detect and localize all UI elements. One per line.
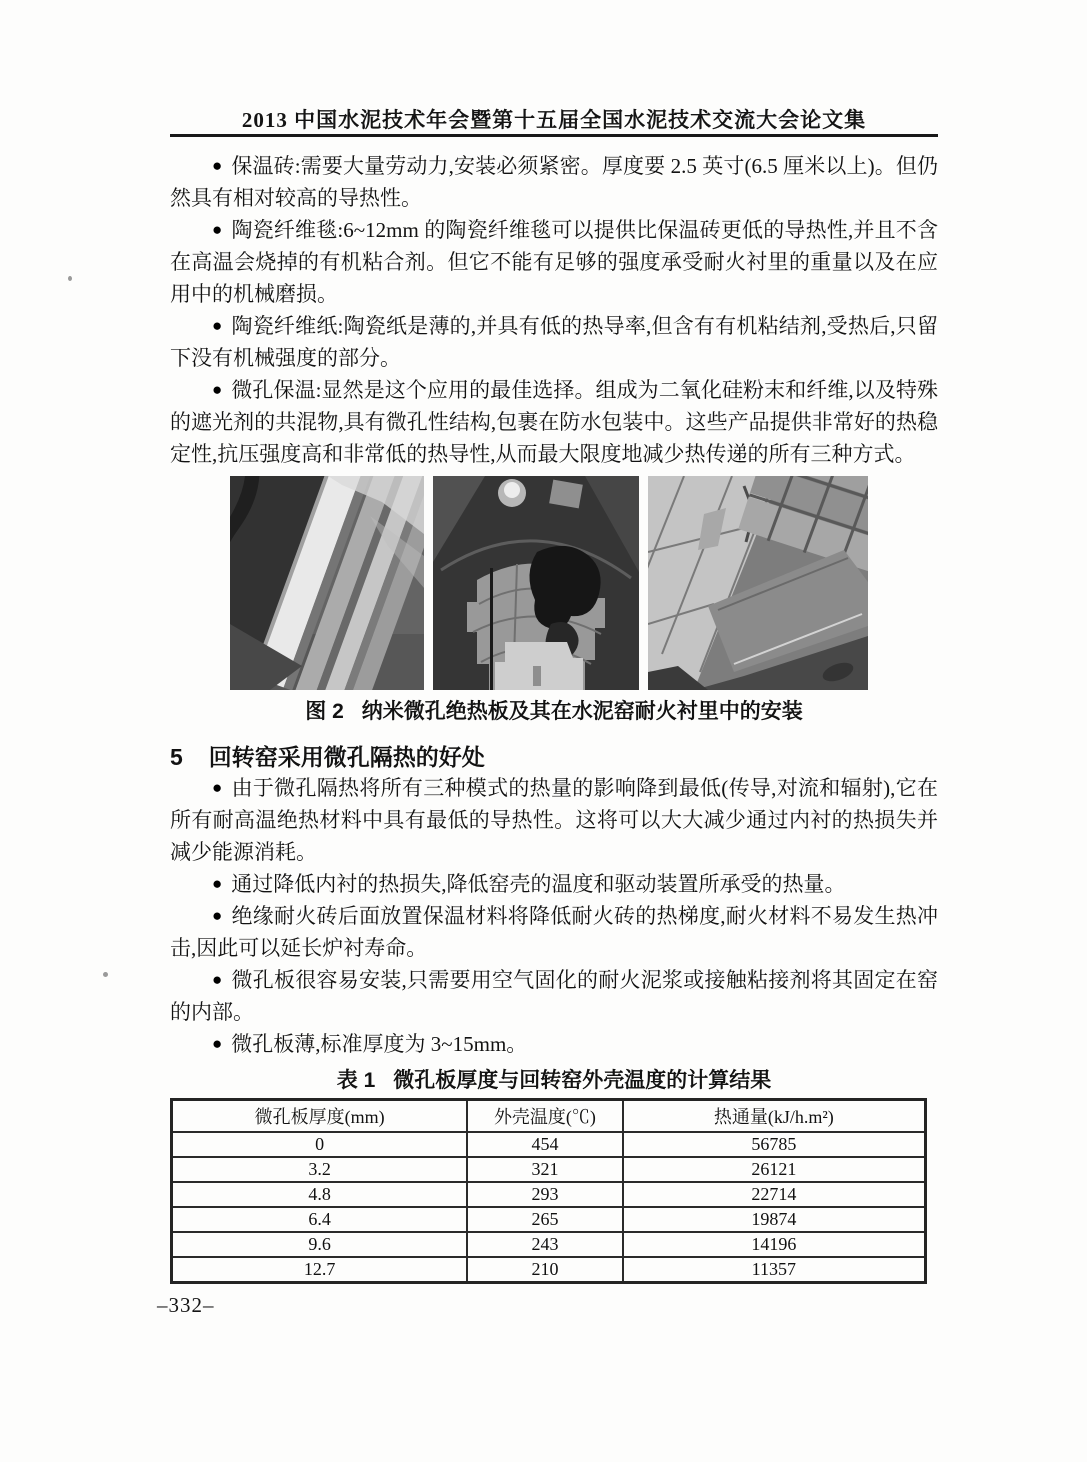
body-column	[170, 150, 938, 1284]
paragraph-benefit-thermal-gradient	[170, 900, 938, 964]
table-cell: 4.8	[172, 1182, 468, 1207]
figure2-photos	[230, 476, 869, 690]
paragraph-insulating-brick	[170, 150, 938, 214]
paragraph-benefit-conductivity	[170, 772, 938, 868]
table-cell: 14196	[623, 1232, 926, 1257]
figure2-photo-insulation-boards	[230, 476, 424, 690]
table-cell: 321	[467, 1157, 622, 1182]
section5-title: 回转窑采用微孔隔热的好处	[208, 744, 485, 770]
paragraph-ceramic-fiber-blanket	[170, 214, 938, 310]
bullet-icon: ●	[212, 316, 223, 335]
table-cell: 243	[467, 1232, 622, 1257]
paragraph-benefit-thin-board	[170, 1028, 938, 1060]
table1-label: 表 1	[336, 1069, 376, 1092]
figure2-caption	[170, 698, 938, 726]
table-cell: 454	[467, 1132, 622, 1157]
figure2-label: 图 2	[305, 700, 344, 723]
section5-number: 5	[170, 744, 183, 770]
paragraph-text: 保温砖:需要大量劳动力,安装必须紧密。厚度要 2.5 英寸(6.5 厘米以上)。但仍然具有相对较高的导热性。	[170, 154, 938, 210]
table-row	[172, 1157, 926, 1182]
table-cell: 265	[467, 1207, 622, 1232]
table-cell: 22714	[623, 1182, 926, 1207]
table-row	[172, 1232, 926, 1257]
bullet-icon: ●	[212, 906, 223, 925]
figure2-caption-text: 纳米微孔绝热板及其在水泥窑耐火衬里中的安装	[361, 700, 803, 723]
paragraph-text: 微孔板薄,标准厚度为 3~15mm。	[231, 1032, 528, 1056]
paragraph-text: 由于微孔隔热将所有三种模式的热量的影响降到最低(传导,对流和辐射),它在所有耐高温绝热材料中具有最低的导热性。这将可以大大减少通过内衬的热损失并减少能源消耗。	[170, 776, 938, 864]
table-cell: 26121	[623, 1157, 926, 1182]
table-cell: 6.4	[172, 1207, 468, 1232]
paragraph-ceramic-fiber-paper	[170, 310, 938, 374]
section5-heading	[170, 742, 938, 772]
table-row	[172, 1182, 926, 1207]
paragraph-benefit-easy-install	[170, 964, 938, 1028]
table1-title	[170, 1068, 938, 1094]
paragraph-benefit-shell-temperature	[170, 868, 938, 900]
scan-artifact-dot	[68, 276, 72, 281]
table-row	[172, 1257, 926, 1283]
page-header-title: 2013 中国水泥技术年会暨第十五届全国水泥技术交流大会论文集	[241, 108, 867, 132]
bullet-icon: ●	[212, 156, 223, 175]
table-cell: 11357	[623, 1257, 926, 1283]
figure2-photo-brick-lining	[648, 476, 868, 690]
table-cell: 293	[467, 1182, 622, 1207]
bullet-icon: ●	[212, 970, 223, 989]
table-cell: 210	[467, 1257, 622, 1283]
table1-calculation-results	[170, 1098, 927, 1284]
table-cell: 0	[172, 1132, 468, 1157]
table-row	[172, 1132, 926, 1157]
paragraph-text: 陶瓷纤维纸:陶瓷纸是薄的,并具有低的热导率,但含有有机粘结剂,受热后,只留下没有机械强度的部分。	[170, 314, 938, 370]
table-cell: 56785	[623, 1132, 926, 1157]
paragraph-text: 通过降低内衬的热损失,降低窑壳的温度和驱动装置所承受的热量。	[231, 872, 846, 896]
scan-artifact-dot	[103, 972, 108, 977]
table-cell: 12.7	[172, 1257, 468, 1283]
table-cell: 9.6	[172, 1232, 468, 1257]
bullet-icon: ●	[212, 778, 223, 797]
table-cell: 3.2	[172, 1157, 468, 1182]
paragraph-text: 微孔保温:显然是这个应用的最佳选择。组成为二氧化硅粉末和纤维,以及特殊的遮光剂的共混物,具有微孔性结构,包裹在防水包装中。这些产品提供非常好的热稳定性,抗压强度高和非常低的热导性,从而最大限度地减少热传递的所有三种方式。	[170, 378, 938, 466]
column-header-board-thickness: 微孔板厚度(mm)	[172, 1100, 468, 1133]
paragraph-text: 绝缘耐火砖后面放置保温材料将降低耐火砖的热梯度,耐火材料不易发生热冲击,因此可以延长炉衬寿命。	[170, 904, 938, 960]
table1-title-text: 微孔板厚度与回转窑外壳温度的计算结果	[393, 1069, 772, 1092]
page-number: –332–	[157, 1293, 215, 1317]
paragraph-text: 陶瓷纤维毯:6~12mm 的陶瓷纤维毯可以提供比保温砖更低的导热性,并且不含在高温会烧掉的有机粘合剂。但它不能有足够的强度承受耐火衬里的重量以及在应用中的机械磨损。	[170, 218, 938, 306]
figure2-photo-kiln-interior-installation	[433, 476, 639, 690]
paragraph-text: 微孔板很容易安装,只需要用空气固化的耐火泥浆或接触粘接剂将其固定在窑的内部。	[170, 968, 938, 1024]
bullet-icon: ●	[212, 1034, 223, 1053]
bullet-icon: ●	[212, 220, 223, 239]
column-header-heat-flux: 热通量(kJ/h.m²)	[623, 1100, 926, 1133]
table-cell: 19874	[623, 1207, 926, 1232]
table-header-row	[172, 1100, 926, 1133]
header-divider	[170, 134, 938, 137]
table-row	[172, 1207, 926, 1232]
bullet-icon: ●	[212, 874, 223, 893]
column-header-shell-temperature: 外壳温度(℃)	[467, 1100, 622, 1133]
bullet-icon: ●	[212, 380, 223, 399]
paragraph-microporous-insulation	[170, 374, 938, 470]
